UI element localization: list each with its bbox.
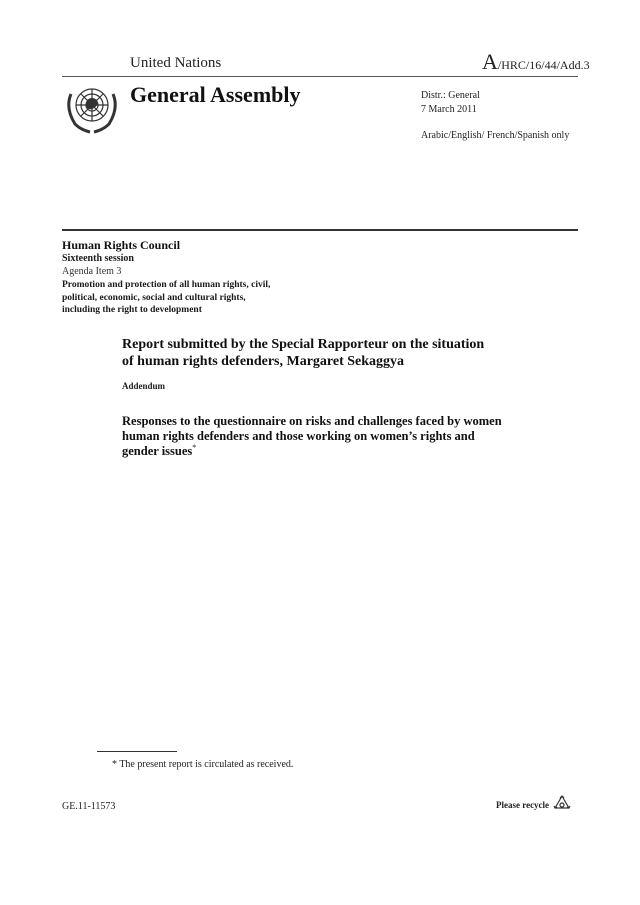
distribution: Distr.: General <box>421 90 480 101</box>
report-title-line: of human rights defenders, Margaret Sekaggya <box>122 354 405 369</box>
footnote-rule <box>97 751 177 752</box>
un-emblem-icon <box>63 80 121 134</box>
recycle-icon <box>551 793 573 817</box>
recycle-label: Please recycle <box>496 800 550 810</box>
report-subtitle-line: Responses to the questionnaire on risks and challenges faced by women <box>122 414 502 428</box>
body-title: General Assembly <box>130 82 301 107</box>
report-title <box>122 336 522 370</box>
languages: Arabic/English/ French/Spanish only <box>421 130 570 141</box>
symbol-prefix: A <box>482 49 498 74</box>
agenda-title-line: Promotion and protection of all human rights, civil, <box>62 280 271 290</box>
agenda-title-line: political, economic, social and cultural rights, <box>62 292 246 303</box>
council-name: Human Rights Council <box>62 238 181 252</box>
agenda-item: Agenda Item 3 <box>62 266 122 277</box>
symbol-rest: /HRC/16/44/Add.3 <box>497 58 590 72</box>
addendum-label: Addendum <box>122 381 166 391</box>
report-subtitle-line: human rights defenders and those working on women’s rights and <box>122 429 475 443</box>
document-date: 7 March 2011 <box>421 104 477 115</box>
organization-name: United Nations <box>130 55 222 71</box>
document-symbol <box>482 49 590 74</box>
section-rule <box>62 229 578 231</box>
report-subtitle <box>122 414 532 459</box>
footnote: * The present report is circulated as received. <box>112 759 294 770</box>
footnote-marker: * <box>192 442 197 452</box>
job-number: GE.11-11573 <box>62 801 116 812</box>
agenda-title-line: including the right to development <box>62 305 202 315</box>
report-subtitle-line: gender issues <box>122 444 193 458</box>
agenda-title <box>62 279 312 317</box>
report-title-line: Report submitted by the Special Rapporteur on the situation <box>122 337 485 352</box>
header-rule <box>62 76 578 77</box>
recycle-notice <box>496 793 573 817</box>
distribution-block <box>421 89 480 117</box>
session: Sixteenth session <box>62 253 134 264</box>
